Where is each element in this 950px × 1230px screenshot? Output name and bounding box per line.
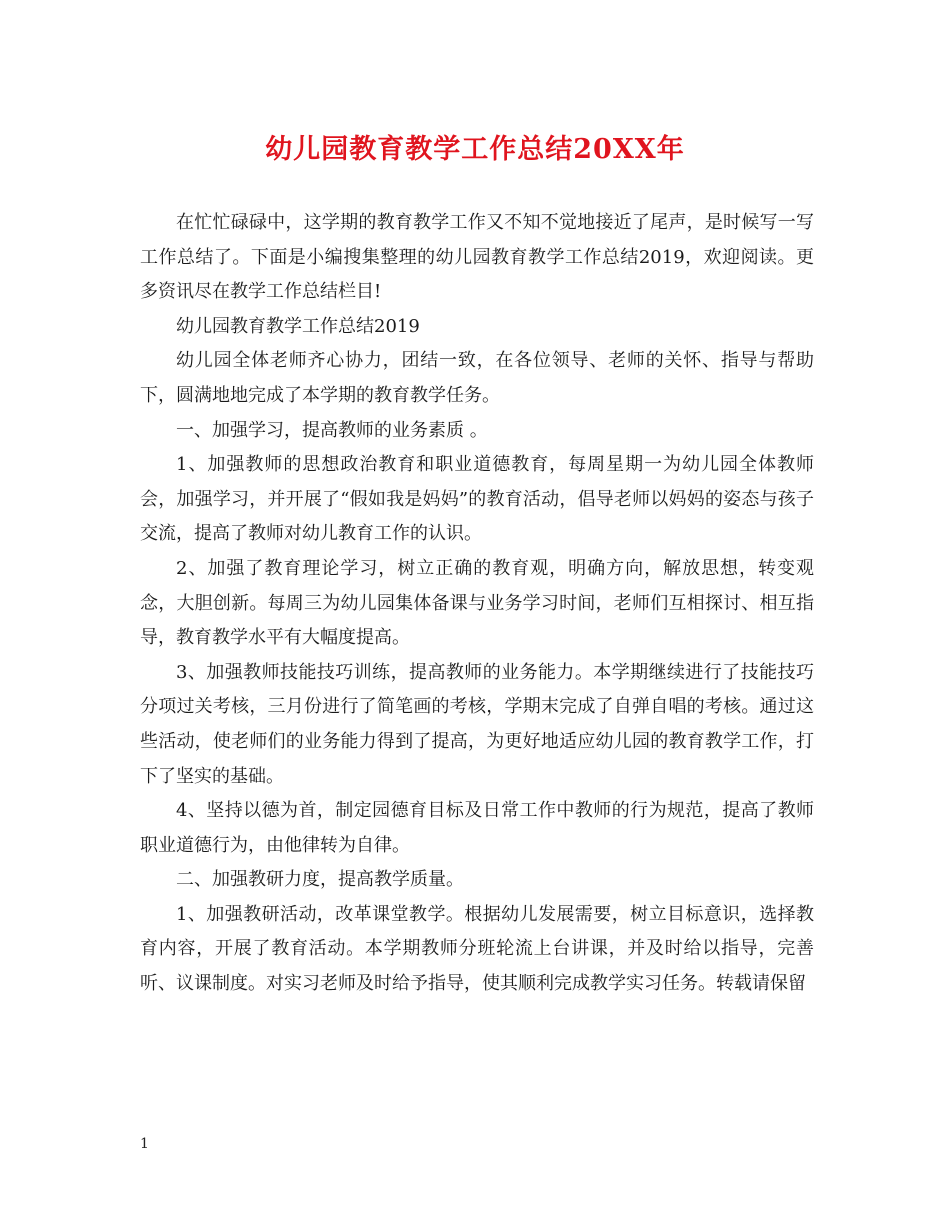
- paragraph-item-2-1: 1、加强教研活动，改革课堂教学。根据幼儿发展需要，树立目标意识，选择教育内容，开展了教育活动。本学期教师分班轮流上台讲课，并及时给以指导，完善听、议课制度。对实习老师及时给予指导，使其顺利完成教学实习任务。转载请保留: [140, 903, 814, 995]
- document-body: [140, 206, 814, 1002]
- paragraph-item-1-1: 1、加强教师的思想政治教育和职业道德教育，每周星期一为幼儿园全体教师会，加强学习，并开展了“假如我是妈妈”的教育活动，倡导老师以妈妈的姿态与孩子交流，提高了教师对幼儿教育工作的认识。: [140, 454, 814, 545]
- paragraph-item-1-3: 3、加强教师技能技巧训练，提高教师的业务能力。本学期继续进行了技能技巧分项过关考核，三月份进行了简笔画的考核，学期末完成了自弹自唱的考核。通过这些活动，使老师们的业务能力得到了提高，为更好地适应幼儿园的教育教学工作，打下了坚实的基础。: [140, 661, 814, 787]
- page-number: 1: [140, 1136, 149, 1152]
- section-heading-1: 一、加强学习，提高教师的业务素质 。: [176, 419, 488, 441]
- paragraph-intro: 在忙忙碌碌中，这学期的教育教学工作又不知不觉地接近了尾声，是时候写一写工作总结了。下面是小编搜集整理的幼儿园教育教学工作总结2019，欢迎阅读。更多资讯尽在教学工作总结栏目!: [140, 212, 814, 303]
- paragraph-subtitle: 幼儿园教育教学工作总结2019: [176, 315, 420, 337]
- document-title: 幼儿园教育教学工作总结20XX年: [265, 134, 685, 165]
- paragraph-overview: 幼儿园全体老师齐心协力，团结一致，在各位领导、老师的关怀、指导与帮助下，圆满地地完成了本学期的教育教学任务。: [140, 350, 814, 406]
- paragraph-item-1-4: 4、坚持以德为首，制定园德育目标及日常工作中教师的行为规范，提高了教师职业道德行为，由他律转为自律。: [140, 800, 814, 856]
- paragraph-item-1-2: 2、加强了教育理论学习，树立正确的教育观，明确方向，解放思想，转变观念，大胆创新。每周三为幼儿园集体备课与业务学习时间，老师们互相探讨、相互指导，教育教学水平有大幅度提高。: [140, 557, 814, 649]
- section-heading-2: 二、加强教研力度，提高教学质量。: [176, 869, 464, 891]
